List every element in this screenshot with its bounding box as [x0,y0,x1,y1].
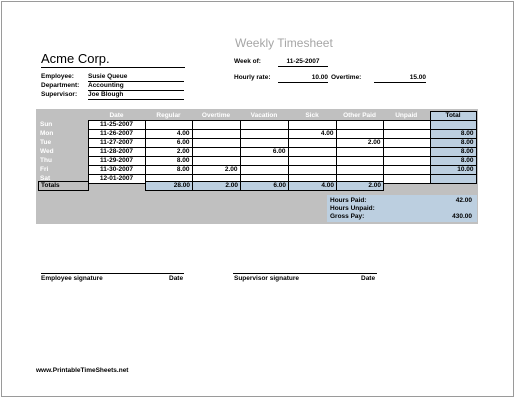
hourly-rate-field[interactable] [278,73,328,83]
department-label: Department: [41,82,80,89]
cell-other-paid[interactable] [336,148,383,157]
cell-total: 8.00 [430,148,476,157]
row-day-label: Thu [40,157,52,164]
cell-date[interactable]: 11-28-2007 [88,148,145,157]
cell-date[interactable]: 11-27-2007 [88,139,145,148]
cell-unpaid[interactable] [383,148,430,157]
cell-regular[interactable]: 8.00 [145,157,192,166]
total-other-paid: 2.00 [337,182,384,191]
header-other-paid: Other Paid [343,111,376,119]
cell-vacation[interactable] [240,130,288,139]
cell-regular[interactable]: 8.00 [145,166,192,175]
cell-date[interactable]: 11-29-2007 [88,157,145,166]
cell-date[interactable]: 11-25-2007 [88,121,145,130]
company-name[interactable]: Acme Corp. [41,52,185,68]
row-day-label: Sat [40,175,51,182]
table-row [38,130,476,139]
cell-date[interactable]: 11-30-2007 [88,166,145,175]
cell-other-paid[interactable] [336,157,383,166]
cell-vacation[interactable]: 6.00 [240,148,288,157]
total-overtime: 2.00 [193,182,241,191]
cell-overtime[interactable] [192,148,240,157]
department-value: Accounting [88,82,124,89]
cell-overtime[interactable]: 2.00 [192,166,240,175]
cell-date[interactable]: 12-01-2007 [88,175,145,184]
cell-vacation[interactable] [240,139,288,148]
cell-total: 10.00 [430,166,476,175]
supervisor-field[interactable] [88,90,184,100]
gross-pay-label: Gross Pay: [330,213,365,220]
row-day-label: Fri [40,166,49,173]
cell-sick[interactable] [288,148,336,157]
supervisor-date-label: Date [361,275,376,282]
cell-vacation[interactable] [240,166,288,175]
total-sick: 4.00 [289,182,337,191]
overtime-rate-field[interactable] [374,73,426,83]
employee-value: Susie Queue [88,73,128,80]
week-of-label: Week of: [234,58,261,65]
cell-total: 8.00 [430,139,476,148]
hourly-rate-label: Hourly rate: [234,74,271,81]
cell-sick[interactable] [288,157,336,166]
row-day-label: Mon [40,130,54,137]
totals-row [39,182,477,191]
cell-overtime[interactable] [192,121,240,130]
table-row [38,139,476,148]
total-vacation: 6.00 [241,182,289,191]
totals-total-spacer [431,182,477,191]
cell-overtime[interactable] [192,130,240,139]
overtime-rate-label: Overtime: [331,74,362,81]
supervisor-signature-line[interactable] [233,273,377,274]
week-of-field[interactable] [278,57,328,67]
cell-regular[interactable]: 4.00 [145,130,192,139]
hourly-rate-value: 10.00 [311,74,328,81]
table-row [38,148,476,157]
header-regular: Regular [156,111,181,119]
row-day-label: Tue [40,139,52,146]
employee-label: Employee: [41,73,74,80]
header-sick: Sick [305,111,319,119]
totals-date-spacer [89,182,146,191]
cell-other-paid[interactable] [336,166,383,175]
overtime-rate-value: 15.00 [409,74,426,81]
cell-unpaid[interactable] [383,139,430,148]
supervisor-value: Joe Blough [88,91,124,98]
header-total: Total [430,112,476,121]
header-vacation: Vacation [250,111,278,119]
cell-unpaid[interactable] [383,121,430,130]
cell-unpaid[interactable] [383,157,430,166]
hours-paid-value: 42.00 [455,197,472,204]
supervisor-label: Supervisor: [41,91,78,98]
cell-total: 8.00 [430,130,476,139]
table-row [38,121,476,130]
cell-total [430,121,476,130]
cell-unpaid[interactable] [383,166,430,175]
cell-regular[interactable] [145,121,192,130]
gross-pay-value: 430.00 [452,213,472,220]
cell-vacation[interactable] [240,121,288,130]
page-title: Weekly Timesheet [235,36,333,50]
cell-other-paid[interactable] [336,130,383,139]
cell-sick[interactable]: 4.00 [288,130,336,139]
header-date: Date [109,111,124,119]
cell-sick[interactable] [288,166,336,175]
cell-other-paid[interactable]: 2.00 [336,139,383,148]
totals-label: Totals [39,182,89,191]
totals-table [38,181,477,191]
header-overtime: Overtime [201,111,231,119]
table-row [38,166,476,175]
cell-date[interactable]: 11-26-2007 [88,130,145,139]
cell-total: 8.00 [430,157,476,166]
day-header [38,112,88,121]
timesheet-table [38,111,477,184]
row-day-label: Sun [40,121,53,128]
total-regular: 28.00 [146,182,193,191]
supervisor-signature-label: Supervisor signature [234,275,300,282]
cell-regular[interactable]: 6.00 [145,139,192,148]
cell-overtime[interactable] [192,139,240,148]
employee-signature-line[interactable] [41,273,184,274]
cell-regular[interactable]: 2.00 [145,148,192,157]
cell-overtime[interactable] [192,157,240,166]
table-header-row [38,112,476,121]
cell-other-paid[interactable] [336,121,383,130]
cell-vacation[interactable] [240,157,288,166]
employee-date-label: Date [169,275,184,282]
footer-link[interactable]: www.PrintableTimeSheets.net [36,367,129,374]
cell-sick[interactable] [288,139,336,148]
total-unpaid [384,182,431,191]
table-row [38,157,476,166]
hours-unpaid-label: Hours Unpaid: [330,205,375,212]
week-of-value: 11-25-2007 [286,58,320,65]
row-day-label: Wed [40,148,54,155]
cell-unpaid[interactable] [383,130,430,139]
header-unpaid: Unpaid [395,111,418,119]
cell-sick[interactable] [288,121,336,130]
hours-paid-label: Hours Paid: [330,197,367,204]
employee-signature-label: Employee signature [41,275,103,282]
